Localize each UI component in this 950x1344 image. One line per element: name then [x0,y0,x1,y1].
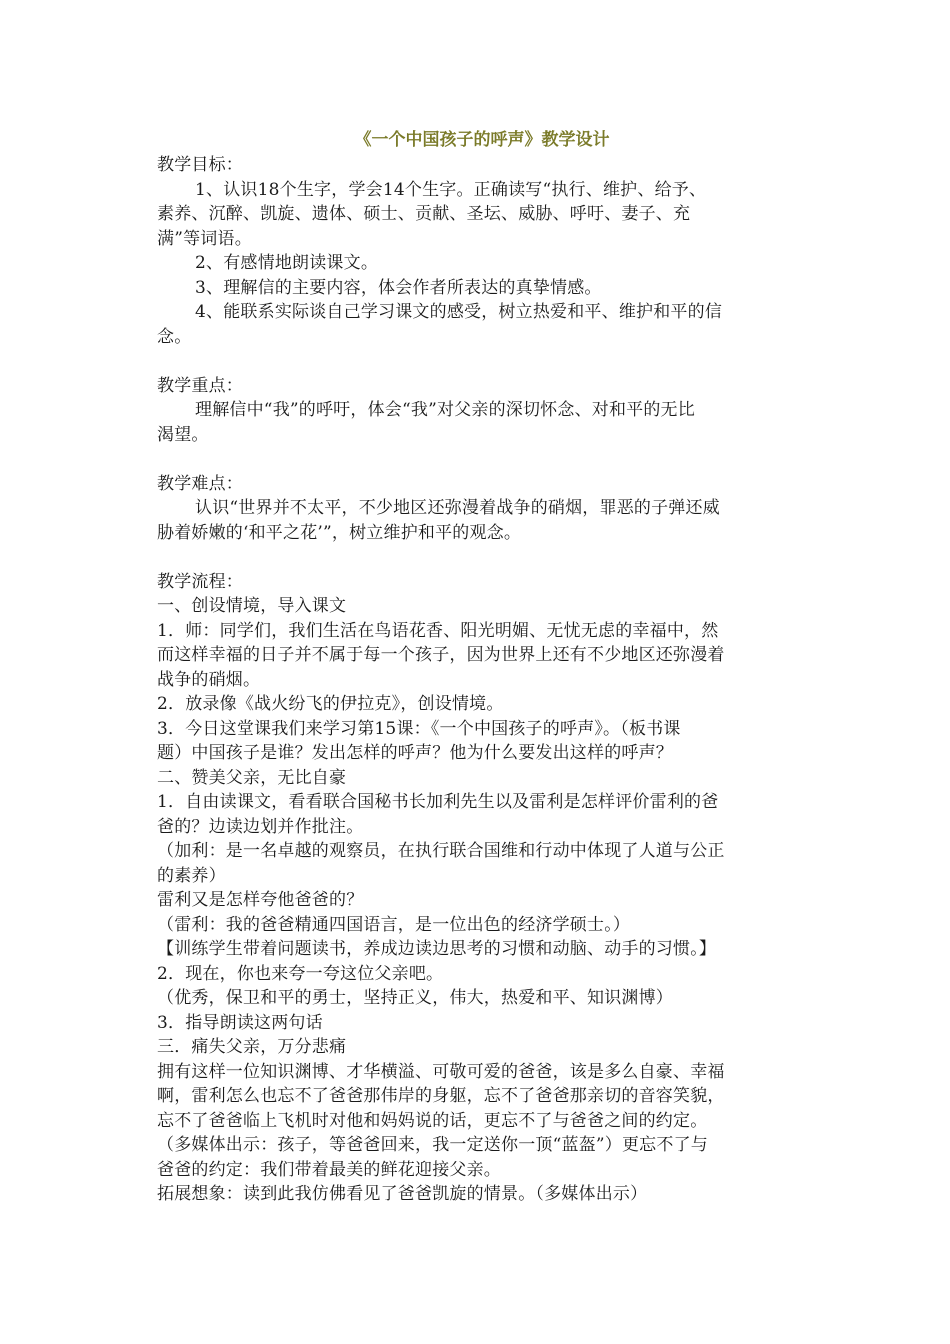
objective-3: 3、理解信的主要内容，体会作者所表达的真挚情感。 [195,277,602,298]
process-line: 三．痛失父亲，万分悲痛 [157,1037,347,1057]
process-line: 爸的？边读边划并作批注。 [157,816,364,837]
process-line: 一、创设情境，导入课文 [157,596,347,616]
key-points-heading: 教学重点： [157,375,243,396]
process-heading: 教学流程： [157,571,243,592]
spacer [157,349,797,374]
objective-2: 2、有感情地朗读课文。 [195,253,379,273]
process-line: （多媒体出示：孩子，等爸爸回来，我一定送你一顶“蓝盔”）更忘不了与 [157,1135,708,1155]
process-line: 的素养） [157,865,226,886]
objective-1-line-1: 1、认识18个生字，学会14个生字。正确读写“执行、维护、给予、 [195,179,707,200]
document-title: 《一个中国孩子的呼声》教学设计 [354,130,610,150]
difficulties-heading: 教学难点： [157,473,243,494]
objective-4-line-1: 4、能联系实际谈自己学习课文的感受，树立热爱和平、维护和平的信 [195,302,723,322]
spacer [157,545,797,570]
process-line: （优秀，保卫和平的勇士，坚持正义，伟大，热爱和平、知识渊博） [157,988,673,1008]
process-line: （加利：是一名卓越的观察员，在执行联合国维和行动中体现了人道与公正 [157,841,725,861]
process-line: （雷利：我的爸爸精通四国语言，是一位出色的经济学硕士。） [157,914,631,935]
process-line: 【训练学生带着问题读书，养成边读边思考的习惯和动脑、动手的习惯。】 [157,939,717,959]
objective-1-line-2: 素养、沉醉、凯旋、遗体、硕士、贡献、圣坛、威胁、呼吁、妻子、充 [157,204,691,224]
process-line: 二、赞美父亲，无比自豪 [157,767,347,788]
process-line: 3．指导朗读这两句话 [157,1012,323,1033]
difficulties-line-1: 认识“世界并不太平，不少地区还弥漫着战争的硝烟，罪恶的子弹还威 [195,498,720,518]
process-line: 战争的硝烟。 [157,669,261,690]
process-line: 忘不了爸爸临上飞机时对他和妈妈说的话，更忘不了与爸爸之间的约定。 [157,1110,708,1131]
document-page [157,127,797,1207]
process-line: 2．放录像《战火纷飞的伊拉克》，创设情境。 [157,694,504,714]
process-line: 拥有这样一位知识渊博、才华横溢、可敬可爱的爸爸，该是多么自豪、幸福 [157,1061,725,1082]
process-line: 拓展想象：读到此我仿佛看见了爸爸凯旋的情景。（多媒体出示） [157,1184,648,1204]
process-line: 啊，雷利怎么也忘不了爸爸那伟岸的身躯，忘不了爸爸那亲切的音容笑貌， [157,1086,725,1106]
process-line: 爸爸的约定：我们带着最美的鲜花迎接父亲。 [157,1159,501,1180]
difficulties-line-2: 胁着娇嫩的‘和平之花’”，树立维护和平的观念。 [157,522,522,543]
process-line: 1．自由读课文，看看联合国秘书长加利先生以及雷利是怎样评价雷利的爸 [157,792,719,812]
process-line: 题）中国孩子是谁？发出怎样的呼声？他为什么要发出这样的呼声？ [157,743,673,763]
key-points-line-2: 渴望。 [157,424,209,445]
process-line: 雷利又是怎样夸他爸爸的？ [157,890,364,910]
process-line: 而这样幸福的日子并不属于每一个孩子，因为世界上还有不少地区还弥漫着 [157,645,725,665]
spacer [157,447,797,472]
objective-1-line-3: 满”等词语。 [157,228,252,249]
objective-4-line-2: 念。 [157,326,192,347]
process-line: 1．师：同学们，我们生活在鸟语花香、阳光明媚、无忧无虑的幸福中，然 [157,620,719,641]
process-line: 2．现在，你也来夸一夸这位父亲吧。 [157,963,444,984]
key-points-line-1: 理解信中“我”的呼吁，体会“我”对父亲的深切怀念、对和平的无比 [195,400,695,420]
objectives-heading: 教学目标： [157,155,243,175]
process-line: 3．今日这堂课我们来学习第15课：《一个中国孩子的呼声》。（板书课 [157,718,681,739]
